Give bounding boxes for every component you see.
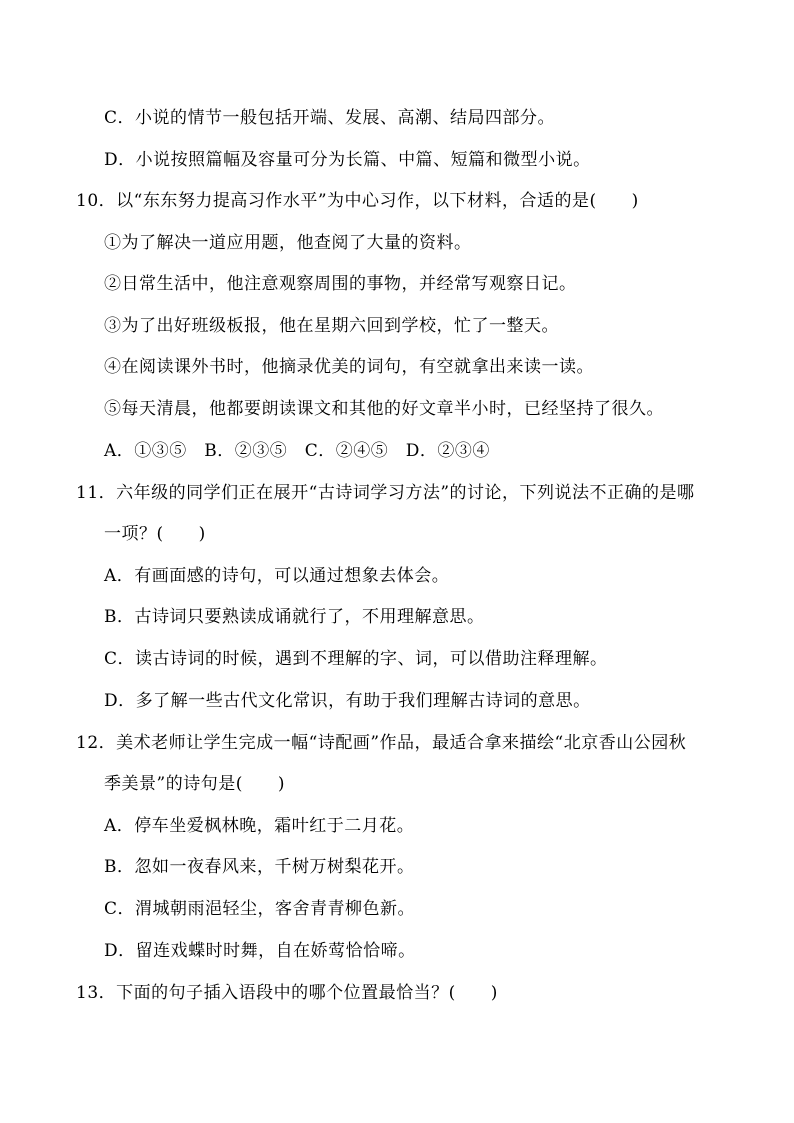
q10-material-5: ⑤每天清晨，他都要朗读课文和其他的好文章半小时，已经坚持了很久。 bbox=[104, 399, 664, 419]
q10-material-3: ③为了出好班级板报，他在星期六回到学校，忙了一整天。 bbox=[104, 316, 559, 336]
question-11-stem: 11．六年级的同学们正在展开“古诗词学习方法”的讨论，下列说法不正确的是哪 bbox=[76, 483, 695, 503]
q10-material-4: ④在阅读课外书时，他摘录优美的词句，有空就拿出来读一读。 bbox=[104, 357, 594, 377]
q11-option-b: B．古诗词只要熟读成诵就行了，不用理解意思。 bbox=[104, 607, 485, 627]
q10-options: A．①③⑤ B．②③⑤ C．②④⑤ D．②③④ bbox=[104, 441, 490, 461]
q10-material-1: ①为了解决一道应用题，他查阅了大量的资料。 bbox=[104, 233, 472, 253]
q12-option-a: A．停车坐爱枫林晚，霜叶红于二月花。 bbox=[104, 816, 415, 836]
q12-option-d: D．留连戏蝶时时舞，自在娇莺恰恰啼。 bbox=[104, 941, 416, 961]
question-11-stem-continued: 一项？( ) bbox=[104, 524, 206, 544]
question-10-stem: 10．以“东东努力提高习作水平”为中心习作，以下材料，合适的是( ) bbox=[76, 191, 639, 211]
q9-option-c: C．小说的情节一般包括开端、发展、高潮、结局四部分。 bbox=[104, 108, 556, 128]
q11-option-d: D．多了解一些古代文化常识，有助于我们理解古诗词的意思。 bbox=[104, 691, 591, 711]
q9-option-d: D．小说按照篇幅及容量可分为长篇、中篇、短篇和微型小说。 bbox=[104, 150, 591, 170]
question-13-stem: 13．下面的句子插入语段中的哪个位置最恰当？( ) bbox=[76, 983, 498, 1003]
q11-option-c: C．读古诗词的时候，遇到不理解的字、词，可以借助注释理解。 bbox=[104, 649, 608, 669]
q12-option-c: C．渭城朝雨浥轻尘，客舍青青柳色新。 bbox=[104, 899, 416, 919]
q11-option-a: A．有画面感的诗句，可以通过想象去体会。 bbox=[104, 566, 450, 586]
q12-option-b: B．忽如一夜春风来，千树万树梨花开。 bbox=[104, 857, 415, 877]
question-12-stem-continued: 季美景”的诗句是( ) bbox=[104, 774, 285, 794]
question-12-stem: 12．美术老师让学生完成一幅“诗配画”作品，最适合拿来描绘“北京香山公园秋 bbox=[76, 733, 687, 753]
q10-material-2: ②日常生活中，他注意观察周围的事物，并经常写观察日记。 bbox=[104, 274, 577, 294]
